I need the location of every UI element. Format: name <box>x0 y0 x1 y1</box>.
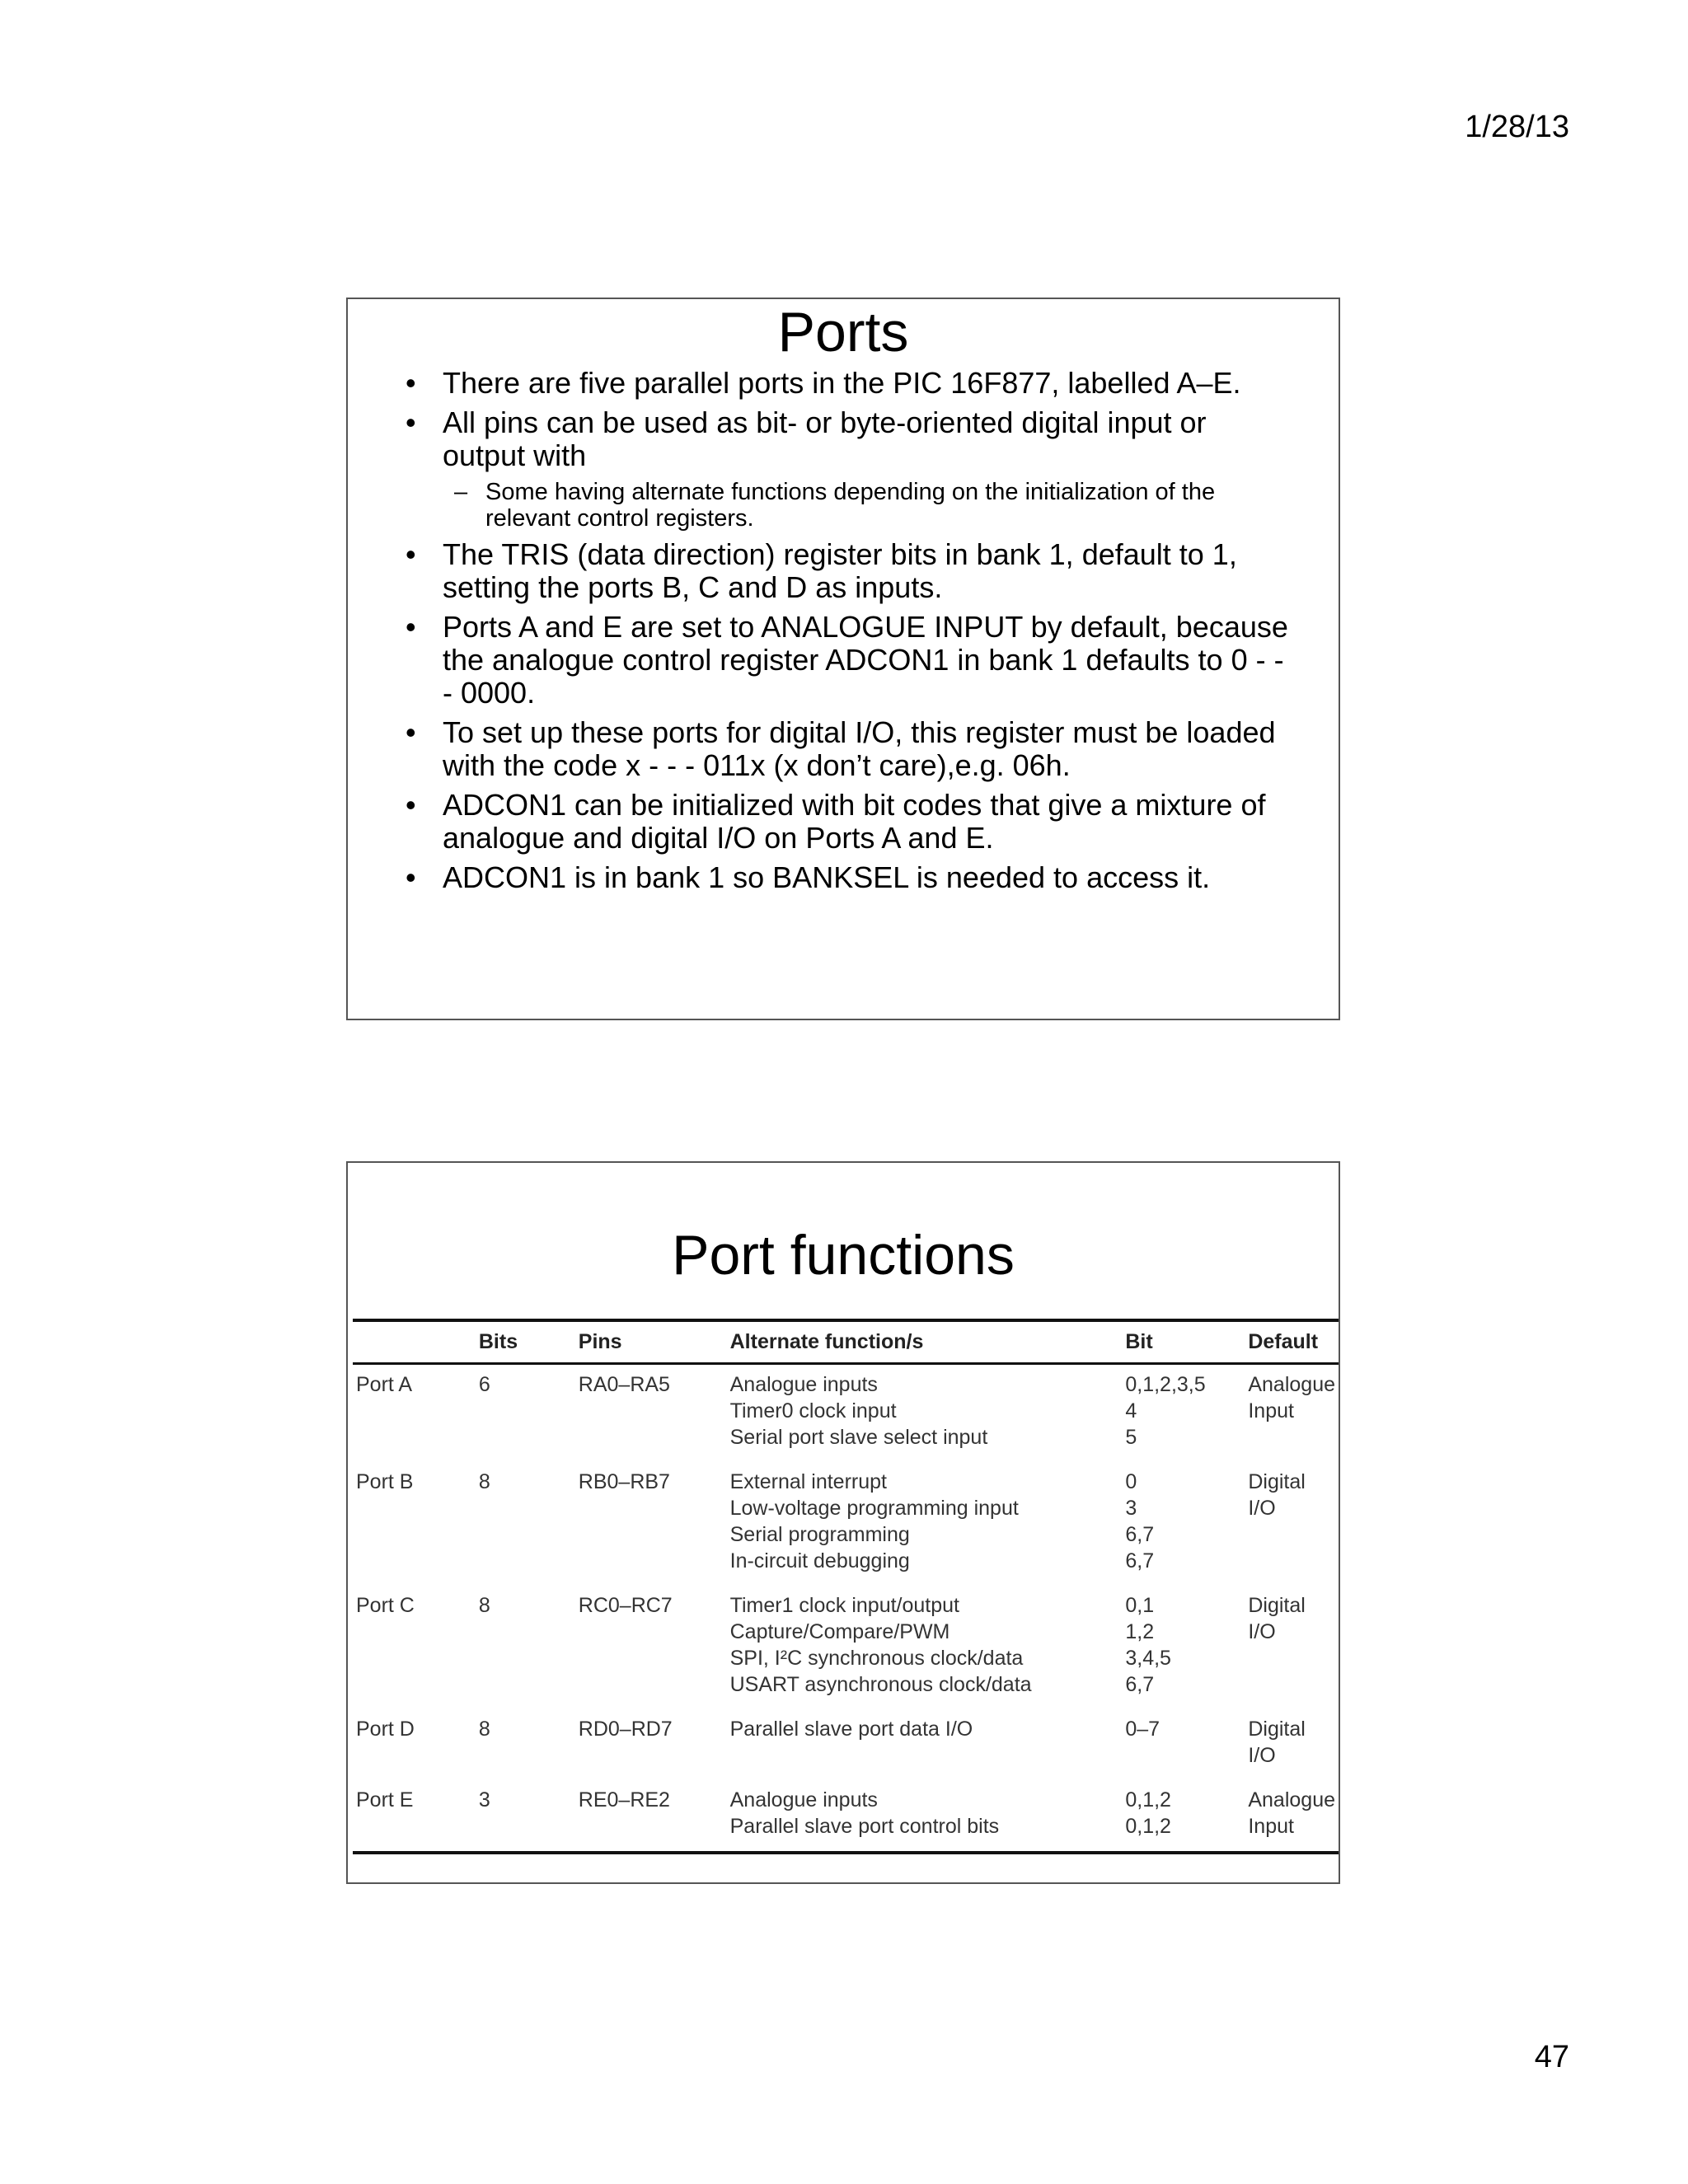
table-row <box>353 1709 1339 1780</box>
port-functions-table <box>353 1319 1339 1854</box>
col-header-pins: Pins <box>578 1330 622 1353</box>
slide-port-functions <box>346 1161 1340 1884</box>
col-header-default: Default <box>1248 1330 1319 1353</box>
cell-bits: 8 <box>478 1718 490 1741</box>
bullet-text: Ports A and E are set to ANALOGUE INPUT by default, because the analogue control register ADCON1 in bank 1 defaults to 0 - - - 0000. <box>443 610 1288 710</box>
slide-title: Port functions <box>672 1224 1015 1286</box>
cell-pins: RD0–RD7 <box>578 1718 673 1741</box>
cell-bit: 0,1,2,3,5 4 5 <box>1125 1373 1206 1449</box>
cell-functions: External interrupt Low-voltage programming input Serial programming In-circuit debugging <box>729 1470 1019 1572</box>
bullet-list <box>348 367 1339 894</box>
cell-pins: RA0–RA5 <box>578 1373 670 1396</box>
cell-bit: 0,1,2 0,1,2 <box>1125 1788 1171 1838</box>
cell-port: Port C <box>356 1594 415 1617</box>
cell-functions: Timer1 clock input/output Capture/Compare/PWM SPI, I²C synchronous clock/data USART asynchronous clock/data <box>729 1594 1032 1696</box>
cell-port: Port E <box>356 1788 414 1811</box>
cell-functions: Analogue inputs Timer0 clock input Serial port slave select input <box>729 1373 988 1449</box>
cell-bit: 0,1 1,2 3,4,5 6,7 <box>1125 1594 1171 1696</box>
table-row <box>353 1780 1339 1853</box>
bullet-item <box>443 367 1289 400</box>
table-row <box>353 1462 1339 1586</box>
cell-pins: RB0–RB7 <box>578 1470 670 1493</box>
bullet-text: To set up these ports for digital I/O, this register must be loaded with the code x - - - 011x (x don’t care),e.g. 06h. <box>443 715 1276 782</box>
cell-functions: Analogue inputs Parallel slave port control bits <box>729 1788 1000 1838</box>
bullet-item <box>443 611 1289 710</box>
bullet-item <box>443 538 1289 604</box>
cell-bit: 0 3 6,7 6,7 <box>1125 1470 1155 1572</box>
bullet-item <box>443 406 1289 532</box>
bullet-item <box>443 716 1289 782</box>
bullet-text: ADCON1 can be initialized with bit codes that give a mixture of analogue and digital I/O on Ports A and E. <box>443 788 1266 855</box>
cell-default: Digital I/O <box>1248 1594 1306 1643</box>
cell-bits: 3 <box>478 1788 490 1811</box>
bullet-text: There are five parallel ports in the PIC 16F877, labelled A–E. <box>443 366 1241 400</box>
dash-marker: – <box>454 479 468 505</box>
col-header-functions: Alternate function/s <box>729 1330 924 1353</box>
cell-functions: Parallel slave port data I/O <box>729 1718 973 1741</box>
cell-default: Analogue Input <box>1248 1373 1335 1422</box>
sub-bullet-text: Some having alternate functions depending on the initialization of the relevant control registers. <box>485 479 1216 532</box>
cell-pins: RE0–RE2 <box>578 1788 670 1811</box>
cell-port: Port B <box>356 1470 414 1493</box>
sub-bullet-item <box>454 479 1289 532</box>
bullet-text: All pins can be used as bit- or byte-oriented digital input or output with <box>443 405 1207 472</box>
slide-ports <box>346 298 1340 1020</box>
col-header-bit: Bit <box>1125 1330 1153 1353</box>
cell-default: Digital I/O <box>1248 1718 1306 1767</box>
cell-default: Analogue Input <box>1248 1788 1335 1838</box>
bullet-item <box>443 789 1289 855</box>
cell-bits: 8 <box>478 1594 490 1617</box>
bullet-text: The TRIS (data direction) register bits in bank 1, default to 1, setting the ports B, C and D as inputs. <box>443 537 1237 604</box>
page-number: 47 <box>1534 2040 1569 2074</box>
cell-pins: RC0–RC7 <box>578 1594 673 1617</box>
header-date: 1/28/13 <box>1465 110 1569 144</box>
bullet-item <box>443 861 1289 894</box>
cell-default: Digital I/O <box>1248 1470 1306 1520</box>
cell-bits: 8 <box>478 1470 490 1493</box>
cell-port: Port D <box>356 1718 415 1741</box>
slide-title: Ports <box>777 301 909 363</box>
bullet-text: ADCON1 is in bank 1 so BANKSEL is needed to access it. <box>443 860 1211 894</box>
cell-bits: 6 <box>478 1373 490 1396</box>
table-row <box>353 1364 1339 1463</box>
table-header-row <box>353 1320 1339 1364</box>
cell-bit: 0–7 <box>1125 1718 1160 1741</box>
col-header-bits: Bits <box>478 1330 518 1353</box>
col-header-port <box>353 1320 476 1364</box>
table-row <box>353 1586 1339 1709</box>
cell-port: Port A <box>356 1373 413 1396</box>
